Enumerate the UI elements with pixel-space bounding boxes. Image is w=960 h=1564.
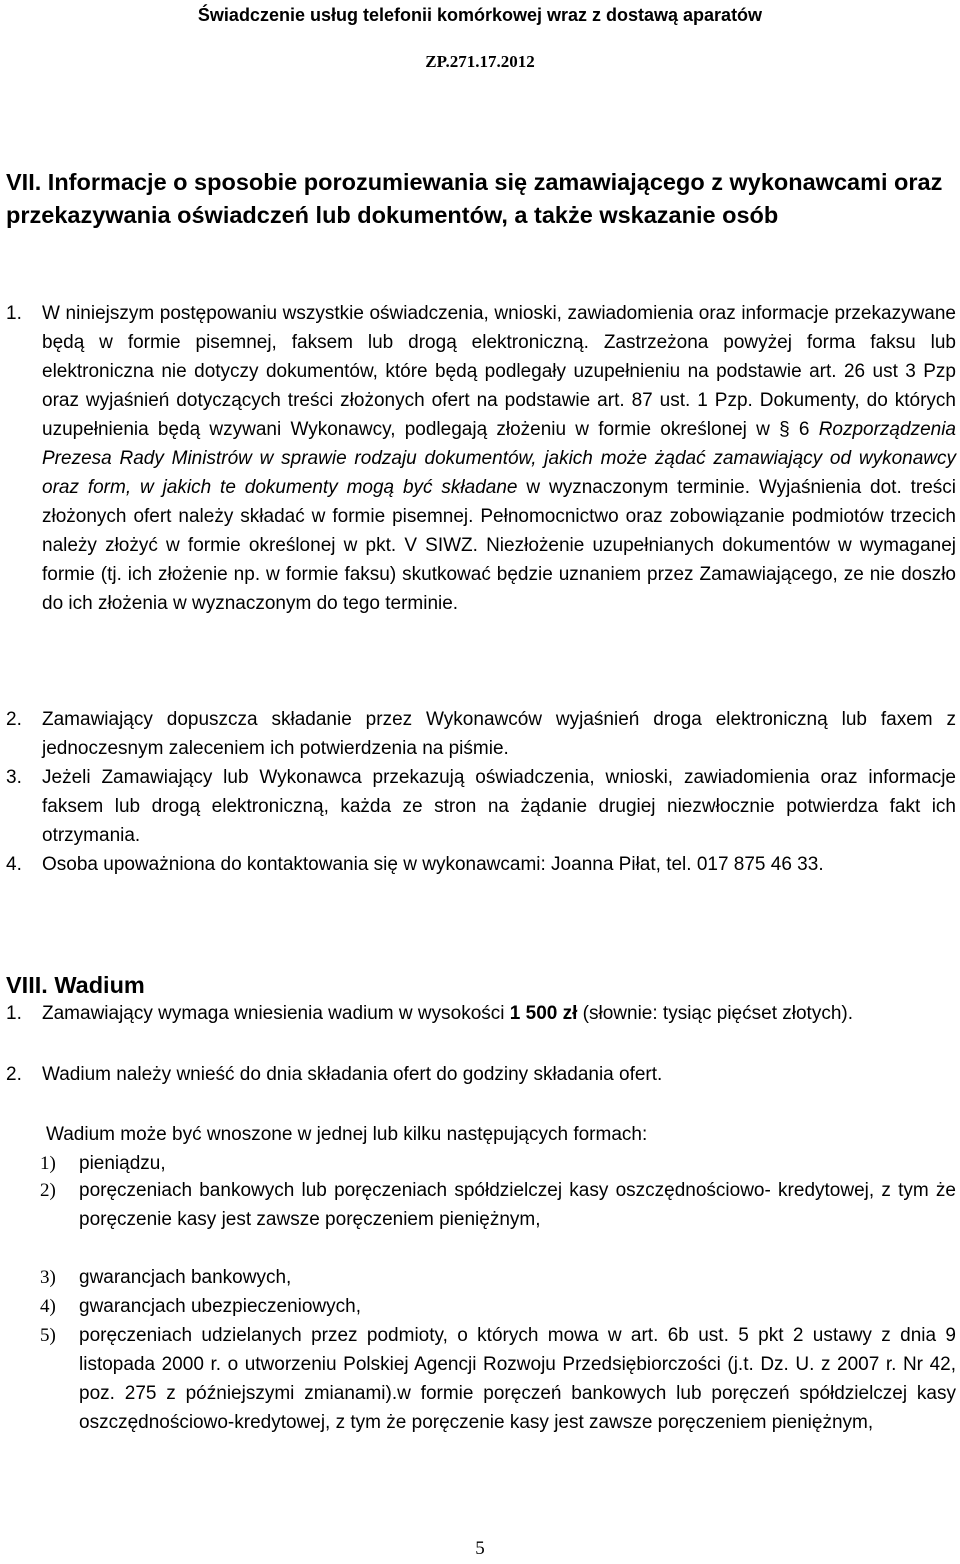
- item-text: [42, 999, 956, 1028]
- wadium-form-item-2: [40, 1176, 956, 1234]
- item-text-post: (słownie: tysiąc pięćset złotych).: [582, 1003, 853, 1024]
- form-text: poręczeniach bankowych lub poręczeniach spółdzielczej kasy oszczędnościowo- kredytowej, z tym że poręczenie kasy jest zawsze poręczeniem pieniężnym,: [79, 1180, 956, 1230]
- form-text: gwarancjach bankowych,: [79, 1267, 292, 1288]
- item-text: Osoba upoważniona do kontaktowania się w wykonawcami: Joanna Piłat, tel. 017 875 46 33.: [42, 854, 824, 875]
- item-text: Wadium należy wnieść do dnia składania ofert do godziny składania ofert.: [42, 1064, 663, 1085]
- wadium-amount: 1 500 zł: [509, 1003, 578, 1024]
- section-7-heading: VII. Informacje o sposobie porozumiewania się zamawiającego z wykonawcami oraz przekazywania oświadczeń lub dokumentów, a także wskazanie osób: [6, 169, 943, 228]
- form-text: pieniądzu,: [79, 1153, 166, 1174]
- form-number: 4): [40, 1296, 56, 1317]
- item-text-part-1: W niniejszym postępowaniu wszystkie oświadczenia, wnioski, zawiadomienia oraz informacje przekazywane będą w formie pisemnej, faksem lub drogą elektroniczną. Zastrzeżona powyżej forma faksu lub elektroniczna nie dotyczy dokumentów, które będą podlegały uzupełnieniu na podstawie art. 26 ust 3 Pzp oraz wyjaśnień dotyczących treści złożonych ofert na podstawie art. 87 ust. 1 Pzp. Dokumenty, do których uzupełnienia będą wzywani Wykonawcy, podlegają złożeniu w formie określonej w: [42, 303, 956, 440]
- item-number: 1.: [6, 303, 22, 324]
- item-text-pre: Zamawiający wymaga wniesienia wadium w wysokości: [42, 1003, 505, 1024]
- wadium-form-item-5: [40, 1321, 956, 1437]
- page-number: 5: [475, 1538, 485, 1559]
- section-7-item-3: [6, 763, 956, 850]
- form-number: 2): [40, 1180, 56, 1201]
- item-text: [42, 299, 956, 618]
- document-reference-number: ZP.271.17.2012: [425, 52, 535, 71]
- section-8-item-2: [6, 1060, 956, 1089]
- section-sign: §: [779, 419, 790, 440]
- item-number: 4.: [6, 854, 22, 875]
- item-text: Zamawiający dopuszcza składanie przez Wykonawców wyjaśnień droga elektroniczną lub faxem z jednoczesnym zaleceniem ich potwierdzenia na piśmie.: [42, 709, 956, 759]
- form-number: 3): [40, 1267, 56, 1288]
- item-number: 1.: [6, 1003, 22, 1024]
- wadium-form-item-1: [40, 1149, 956, 1178]
- section-8-heading: VIII. Wadium: [6, 972, 145, 998]
- section-7-item-2: [6, 705, 956, 763]
- document-header-title: Świadczenie usług telefonii komórkowej wraz z dostawą aparatów: [197, 5, 763, 25]
- form-number: 5): [40, 1325, 56, 1346]
- item-text-part-2: 6: [798, 419, 810, 440]
- form-text: poręczeniach udzielanych przez podmioty, o których mowa w art. 6b ust. 5 pkt 2 ustawy z dnia 9 listopada 2000 r. o utworzeniu Polskiej Agencji Rozwoju Przedsiębiorczości (j.t. Dz. U. z 2007 r. Nr 42, poz. 275 z późniejszymi zmianami).w formie poręczeń bankowych lub poręczeń spółdzielczej kasy oszczędnościowo-kredytowej, z tym że poręczenie kasy jest zawsze poręczeniem pieniężnym,: [79, 1325, 956, 1433]
- section-7-item-1: [6, 299, 956, 618]
- wadium-forms-intro: Wadium może być wnoszone w jednej lub kilku następujących formach:: [46, 1124, 648, 1145]
- section-8-item-1: [6, 999, 956, 1028]
- item-number: 2.: [6, 1064, 22, 1085]
- item-text-part-3: w wyznaczonym terminie. Wyjaśnienia dot. treści złożonych ofert należy składać w formie pisemnej. Pełnomocnictwo oraz zobowiązanie podmiotów trzecich należy złożyć w formie określonej w pkt. V SIWZ. Niezłożenie uzupełnianych dokumentów w wymaganej formie (tj. ich złożenie np. w formie faksu) skutkować będzie uznaniem przez Zamawiającego, ze nie doszło do ich złożenia w wyznaczonym do tego terminie.: [42, 477, 956, 614]
- section-7-item-4: [6, 850, 956, 879]
- item-number: 2.: [6, 709, 22, 730]
- item-text: Jeżeli Zamawiający lub Wykonawca przekazują oświadczenia, wnioski, zawiadomienia oraz informacje faksem lub drogą elektroniczną, każda ze stron na żądanie drugiej niezwłocznie potwierdza fakt ich otrzymania.: [42, 767, 956, 846]
- item-number: 3.: [6, 767, 22, 788]
- form-text: gwarancjach ubezpieczeniowych,: [79, 1296, 361, 1317]
- wadium-form-item-3: [40, 1263, 956, 1292]
- regulation-title: Rozporządzenia Prezesa Rady Ministrów w sprawie rodzaju dokumentów, jakich może żądać zamawiający od wykonawcy oraz form, w jakich te dokumenty mogą być składane: [42, 419, 956, 498]
- form-number: 1): [40, 1153, 56, 1174]
- wadium-form-item-4: [40, 1292, 956, 1321]
